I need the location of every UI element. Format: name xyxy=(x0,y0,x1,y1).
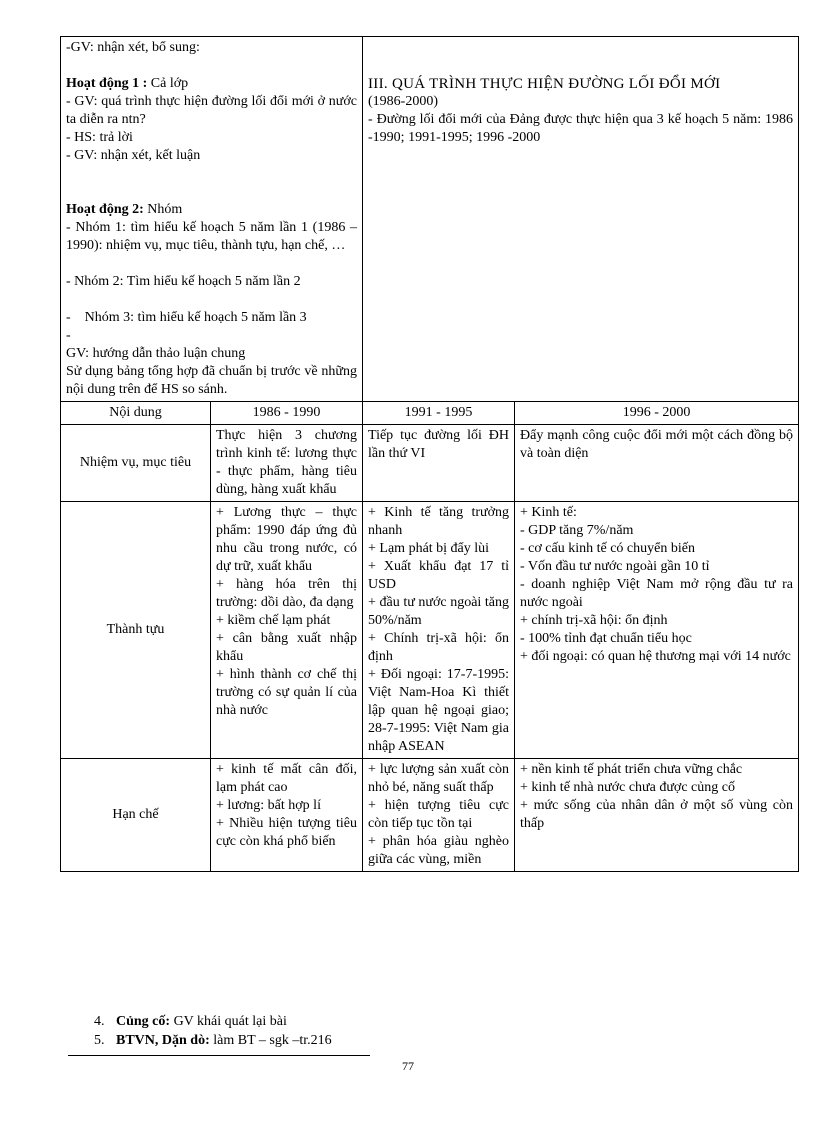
header-1996-2000: 1996 - 2000 xyxy=(515,402,799,425)
cell-line: + Kinh tế: xyxy=(520,505,577,520)
cell-line: + đối ngoại: có quan hệ thương mại với 14 nước xyxy=(520,649,791,664)
table-row xyxy=(61,759,799,872)
cell-line: + nền kinh tế phát triển chưa vững chắc xyxy=(520,762,743,777)
cell-line: - cơ cấu kinh tế có chuyển biến xyxy=(520,541,695,556)
header-1986-1990: 1986 - 1990 xyxy=(211,402,363,425)
cell-line: - 100% tỉnh đạt chuẩn tiểu học xyxy=(520,631,692,646)
cell-1996-2000 xyxy=(515,502,799,759)
guide-line: GV: hướng dẫn thảo luận chung xyxy=(66,346,246,361)
activity-1-mode: Cả lớp xyxy=(147,76,189,91)
section-heading: III. QUÁ TRÌNH THỰC HIỆN ĐƯỜNG LỐI ĐỔI MỚI xyxy=(368,76,721,92)
header-content: Nội dung xyxy=(61,402,211,425)
cell-1986-1990 xyxy=(211,425,363,502)
cell-1986-1990 xyxy=(211,759,363,872)
dash-line: - xyxy=(66,328,71,343)
activity-2-heading xyxy=(66,201,357,219)
cell-line: - GDP tăng 7%/năm xyxy=(520,523,634,538)
cell-1991-1995 xyxy=(363,759,515,872)
cell-line: Đẩy mạnh công cuộc đổi mới một cách đồng bộ và toàn diện xyxy=(520,428,794,461)
cell-line: - GV: nhận xét, kết luận xyxy=(66,148,201,163)
cell-1991-1995 xyxy=(363,502,515,759)
cell-line: + Đối ngoại: 17-7-1995: Việt Nam-Hoa Kì thiết lập quan hệ ngoại giao; 28-7-1995: Việt Nam gia nhập ASEAN xyxy=(368,667,510,754)
summary-line: Sử dụng bảng tổng hợp đã chuẩn bị trước về những nội dung trên để HS so sánh. xyxy=(66,364,358,397)
activity-1-lines xyxy=(66,93,357,165)
header-1991-1995: 1991 - 1995 xyxy=(363,402,515,425)
cell-1986-1990 xyxy=(211,502,363,759)
cell-line: - doanh nghiệp Việt Nam mở rộng đầu tư ra nước ngoài xyxy=(520,577,794,610)
cell-line: + hình thành cơ chế thị trường có sự quản lí của nhà nước xyxy=(216,667,358,718)
section-text: - Đường lối đổi mới của Đảng được thực hiện qua 3 kế hoạch 5 năm: 1986 -1990; 1991-1995; 1996 -2000 xyxy=(368,112,794,145)
cell-line: + kinh tế mất cân đối, lạm phát cao xyxy=(216,762,358,795)
cell-1996-2000 xyxy=(515,759,799,872)
footer-item xyxy=(94,1013,494,1032)
cell-line: + Chính trị-xã hội: ổn định xyxy=(368,631,510,664)
group-2-task: - Nhóm 2: Tìm hiểu kế hoạch 5 năm lần 2 xyxy=(66,274,301,289)
table-header-row xyxy=(61,402,799,425)
cell-line: - Vốn đầu tư nước ngoài gần 10 tỉ xyxy=(520,559,710,574)
footer-item xyxy=(94,1032,494,1051)
cell-line: + Xuất khẩu đạt 17 tỉ USD xyxy=(368,559,510,592)
cell-line: + kiềm chế lạm phát xyxy=(216,613,331,628)
intro-line: -GV: nhận xét, bổ sung: xyxy=(66,40,200,55)
cell-line: - HS: trả lời xyxy=(66,130,133,145)
row-label: Nhiệm vụ, mục tiêu xyxy=(61,425,211,502)
footnote-divider xyxy=(68,1055,370,1056)
activity-2-title: Hoạt động 2: xyxy=(66,202,144,217)
footer-label: BTVN, Dặn dò: xyxy=(116,1033,210,1048)
activity-1-title: Hoạt động 1 : xyxy=(66,76,148,91)
cell-line: Tiếp tục đường lối ĐH lần thứ VI xyxy=(368,428,510,461)
footer-label: Củng cố: xyxy=(116,1014,171,1029)
cell-line: + chính trị-xã hội: ổn định xyxy=(520,613,668,628)
cell-line: + Lương thực – thực phẩm: 1990 đáp ứng đủ nhu cầu trong nước, có dự trữ, xuất khẩu xyxy=(216,505,358,574)
page-number: 77 xyxy=(402,1059,414,1073)
cell-line: + Kinh tế tăng trưởng nhanh xyxy=(368,505,510,538)
content-cell xyxy=(363,37,799,402)
cell-1991-1995 xyxy=(363,425,515,502)
footer-text: làm BT – sgk –tr.216 xyxy=(209,1033,332,1048)
row-label: Hạn chế xyxy=(61,759,211,872)
activity-1-heading xyxy=(66,75,357,93)
table-row xyxy=(61,502,799,759)
cell-line: + đầu tư nước ngoài tăng 50%/năm xyxy=(368,595,510,628)
teacher-activities-cell xyxy=(61,37,363,402)
cell-line: + hàng hóa trên thị trường: dồi dào, đa dạng xyxy=(216,577,358,610)
lesson-footer xyxy=(94,1013,494,1051)
footer-number: 5. xyxy=(94,1033,105,1048)
cell-line: + mức sống của nhân dân ở một số vùng còn thấp xyxy=(520,798,794,831)
activity-2-mode: Nhóm xyxy=(143,202,183,217)
group-1-task: - Nhóm 1: tìm hiểu kế hoạch 5 năm lần 1 (1986 – 1990): nhiệm vụ, mục tiêu, thành tựu, hạn chế, … xyxy=(66,220,358,253)
table-row xyxy=(61,425,799,502)
cell-line: + Nhiều hiện tượng tiêu cực còn khá phổ biến xyxy=(216,816,358,849)
group-3-task: - Nhóm 3: tìm hiểu kế hoạch 5 năm lần 3 xyxy=(66,310,307,325)
cell-line: + lương: bất hợp lí xyxy=(216,798,321,813)
cell-line: + lực lượng sản xuất còn nhỏ bé, năng suất thấp xyxy=(368,762,510,795)
cell-line: - GV: quá trình thực hiện đường lối đổi mới ở nước ta diễn ra ntn? xyxy=(66,94,358,127)
lesson-table xyxy=(60,36,799,872)
cell-line: + cân bằng xuất nhập khẩu xyxy=(216,631,358,664)
footer-text: GV khái quát lại bài xyxy=(170,1014,287,1029)
activities-row xyxy=(61,37,799,402)
section-years: (1986-2000) xyxy=(368,94,439,109)
cell-1996-2000 xyxy=(515,425,799,502)
cell-line: + kinh tế nhà nước chưa được củng cố xyxy=(520,780,735,795)
cell-line: + Lạm phát bị đẩy lùi xyxy=(368,541,490,556)
footer-number: 4. xyxy=(94,1014,105,1029)
row-label: Thành tựu xyxy=(61,502,211,759)
cell-line: + hiện tượng tiêu cực còn tiếp tục tồn tại xyxy=(368,798,510,831)
cell-line: + phân hóa giàu nghèo giữa các vùng, miền xyxy=(368,834,510,867)
cell-line: Thực hiện 3 chương trình kinh tế: lương thực - thực phẩm, hàng tiêu dùng, hàng xuất khẩu xyxy=(216,428,358,497)
